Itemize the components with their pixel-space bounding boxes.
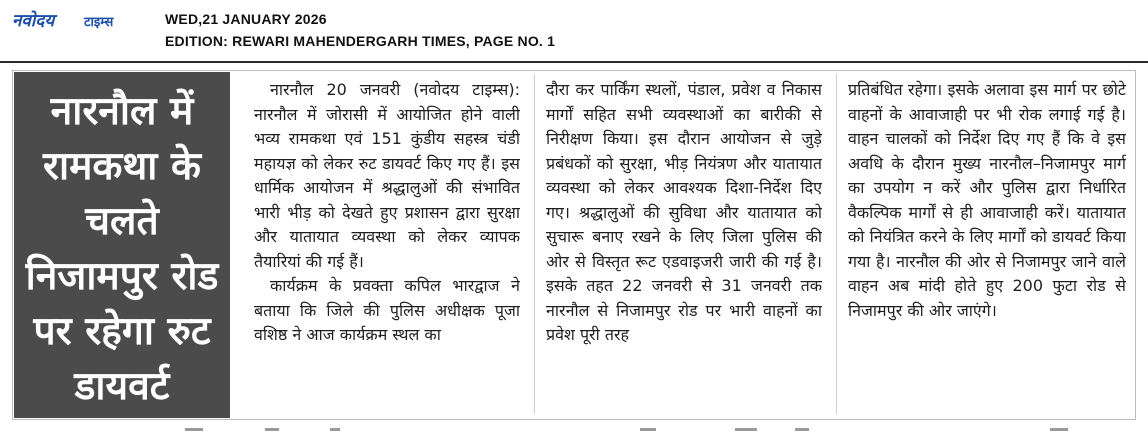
article-column-3 bbox=[848, 78, 1126, 418]
logo-subtext: टाइम्स bbox=[84, 15, 114, 30]
edition-info bbox=[165, 8, 555, 52]
cut-text-fragment bbox=[265, 428, 279, 431]
masthead-divider bbox=[0, 61, 1148, 63]
column-divider bbox=[836, 74, 837, 414]
edition-line: EDITION: REWARI MAHENDERGARH TIMES, PAGE NO. 1 bbox=[165, 33, 556, 49]
article-column-2 bbox=[546, 78, 822, 418]
cut-text-fragment bbox=[735, 428, 757, 431]
masthead bbox=[0, 0, 1148, 60]
cut-text-fragment bbox=[330, 428, 340, 431]
cut-text-fragment bbox=[795, 428, 809, 431]
cut-text-fragment bbox=[185, 428, 203, 431]
cut-text-fragment bbox=[1050, 428, 1068, 431]
logo-text: नवोदय bbox=[12, 11, 55, 31]
next-article-edge bbox=[0, 422, 1148, 432]
article-paragraph: दौरा कर पार्किंग स्थलों, पंडाल, प्रवेश व निकास मार्गों सहित सभी व्यवस्थाओं का बारीकी से निरीक्षण किया। इस दौरान आयोजन से जुड़े प्रबंधकों को सुरक्षा, भीड़ नियंत्रण और यातायात व्यवस्था को लेकर आवश्यक दिशा-निर्देश दिए गए। श्रद्धालुओं की सुविधा और यातायात को सुचारू बनाए रखने के लिए जिला पुलिस की ओर से विस्तृत रूट एडवाइजरी जारी की गई है। इसके तहत 22 जनवरी से 31 जनवरी तक नारनौल से निजामपुर रोड पर भारी वाहनों का प्रवेश पूरी तरह bbox=[546, 80, 822, 344]
cut-text-fragment bbox=[640, 428, 656, 431]
column-divider bbox=[534, 74, 535, 414]
article-paragraph: कार्यक्रम के प्रवक्ता कपिल भारद्वाज ने बताया कि जिले की पुलिस अधीक्षक पूजा वशिष्ठ ने आज कार्यक्रम स्थल का bbox=[254, 276, 520, 344]
headline-box bbox=[14, 72, 230, 418]
date-line: WED,21 JANUARY 2026 bbox=[165, 11, 327, 27]
article-paragraph: नारनौल 20 जनवरी (नवोदय टाइम्स): नारनौल में जोरासी में आयोजित होने वाली भव्य रामकथा एवं 151 कुंडीय सहस्त्र चंडी महायज्ञ को लेकर रुट डायवर्ट किए गए हैं। इस धार्मिक आयोजन में श्रद्धालुओं की संभावित भारी भीड़ को देखते हुए प्रशासन द्वारा सुरक्षा और यातायात व्यवस्था को लेकर व्यापक तैयारियां की गई हैं। bbox=[254, 80, 520, 271]
article-column-1 bbox=[254, 78, 520, 418]
newspaper-logo bbox=[12, 8, 138, 34]
article-headline: नारनौल में रामकथा के चलते निजामपुर रोड पर रहेगा रुट डायवर्ट bbox=[25, 89, 219, 409]
article-paragraph: प्रतिबंधित रहेगा। इसके अलावा इस मार्ग पर छोटे वाहनों के आवाजाही पर भी रोक लगाई गई है। वाहन चालकों को निर्देश दिए गए हैं कि वे इस अवधि के दौरान मुख्य नारनौल–निजामपुर मार्ग का उपयोग न करें और पुलिस द्वारा निर्धारित वैकल्पिक मार्गों से ही आवाजाही करें। यातायात को नियंत्रित करने के लिए मार्गों को डायवर्ट किया गया है। नारनौल की ओर से निजामपुर जाने वाले वाहन अब मांदी होते हुए 200 फुटा रोड से निजामपुर की ओर जाएंगे। bbox=[848, 80, 1126, 320]
